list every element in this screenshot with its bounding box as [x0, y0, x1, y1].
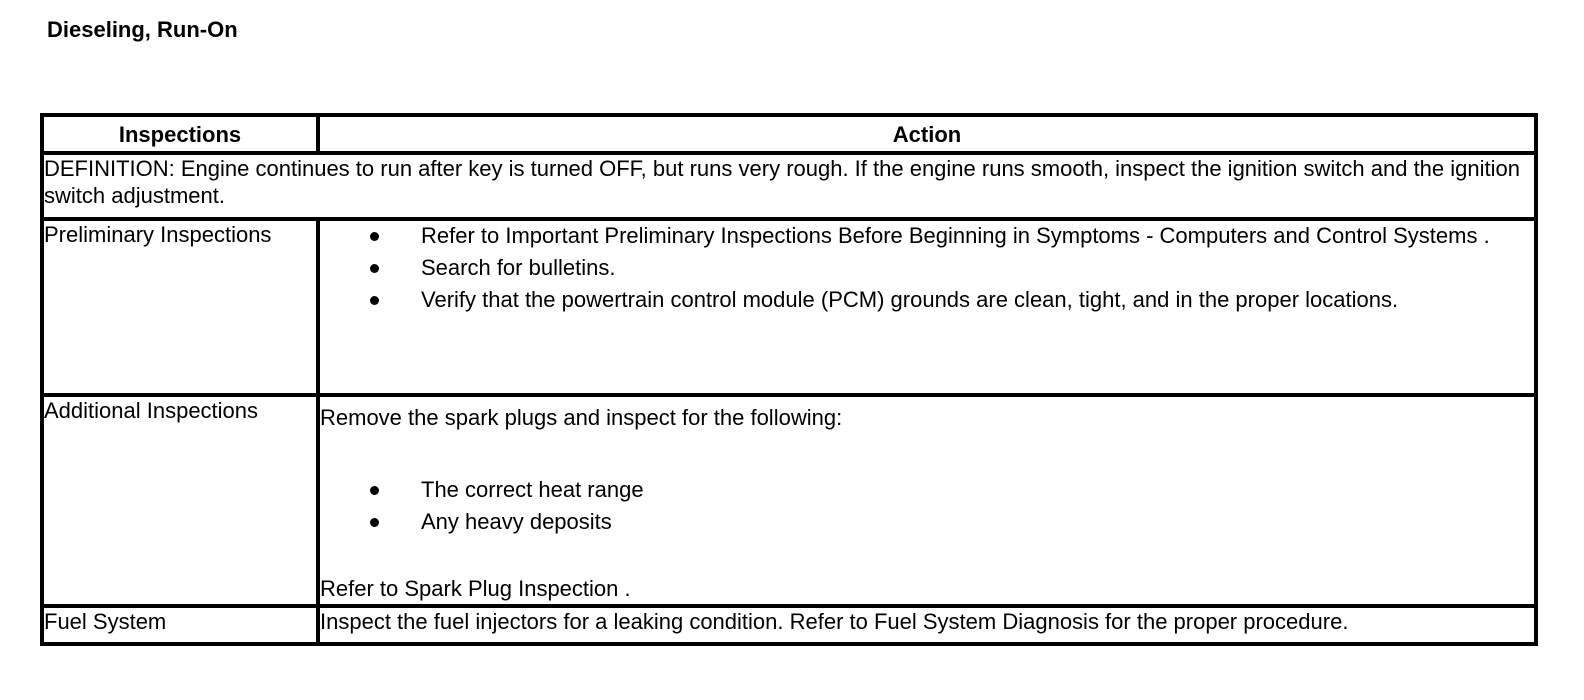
bullet-icon	[370, 486, 379, 495]
list-item-text: The correct heat range	[421, 477, 644, 502]
row-label-additional: Additional Inspections	[42, 395, 318, 606]
list-item-text: Any heavy deposits	[421, 509, 612, 534]
document-title: Dieseling, Run-On	[47, 17, 238, 42]
list-item	[320, 221, 1534, 250]
list-item-text: Verify that the powertrain control module (PCM) grounds are clean, tight, and in the proper locations.	[421, 287, 1399, 312]
list-item	[320, 253, 1534, 282]
row-action-fuel: Inspect the fuel injectors for a leaking condition. Refer to Fuel System Diagnosis for the proper procedure.	[318, 606, 1536, 644]
preliminary-bullet-list	[320, 221, 1534, 314]
bullet-icon	[370, 232, 379, 241]
table-row	[42, 219, 1536, 395]
table-row	[42, 395, 1536, 606]
bullet-icon	[370, 264, 379, 273]
table-row	[42, 606, 1536, 644]
additional-reference-text: Refer to Spark Plug Inspection .	[320, 576, 631, 601]
header-action: Action	[318, 115, 1536, 153]
list-item	[320, 475, 1534, 504]
header-inspections: Inspections	[42, 115, 318, 153]
list-item	[320, 507, 1534, 536]
bullet-icon	[370, 518, 379, 527]
bullet-icon	[370, 296, 379, 305]
row-label-fuel: Fuel System	[42, 606, 318, 644]
row-action-preliminary	[318, 219, 1536, 395]
list-item-text: Refer to Important Preliminary Inspections Before Beginning in Symptoms - Computers and Control Systems .	[421, 223, 1490, 248]
list-item	[320, 285, 1534, 314]
definition-text: DEFINITION: Engine continues to run after key is turned OFF, but runs very rough. If the engine runs smooth, inspect the ignition switch and the ignition switch adjustment.	[42, 153, 1536, 219]
additional-intro-text: Remove the spark plugs and inspect for the following:	[320, 405, 843, 430]
list-item-text: Search for bulletins.	[421, 255, 616, 280]
additional-bullet-list	[320, 475, 1534, 536]
row-label-preliminary: Preliminary Inspections	[42, 219, 318, 395]
definition-row	[42, 153, 1536, 219]
row-action-additional	[318, 395, 1536, 606]
table-header-row	[42, 115, 1536, 153]
diagnosis-table	[40, 113, 1538, 646]
